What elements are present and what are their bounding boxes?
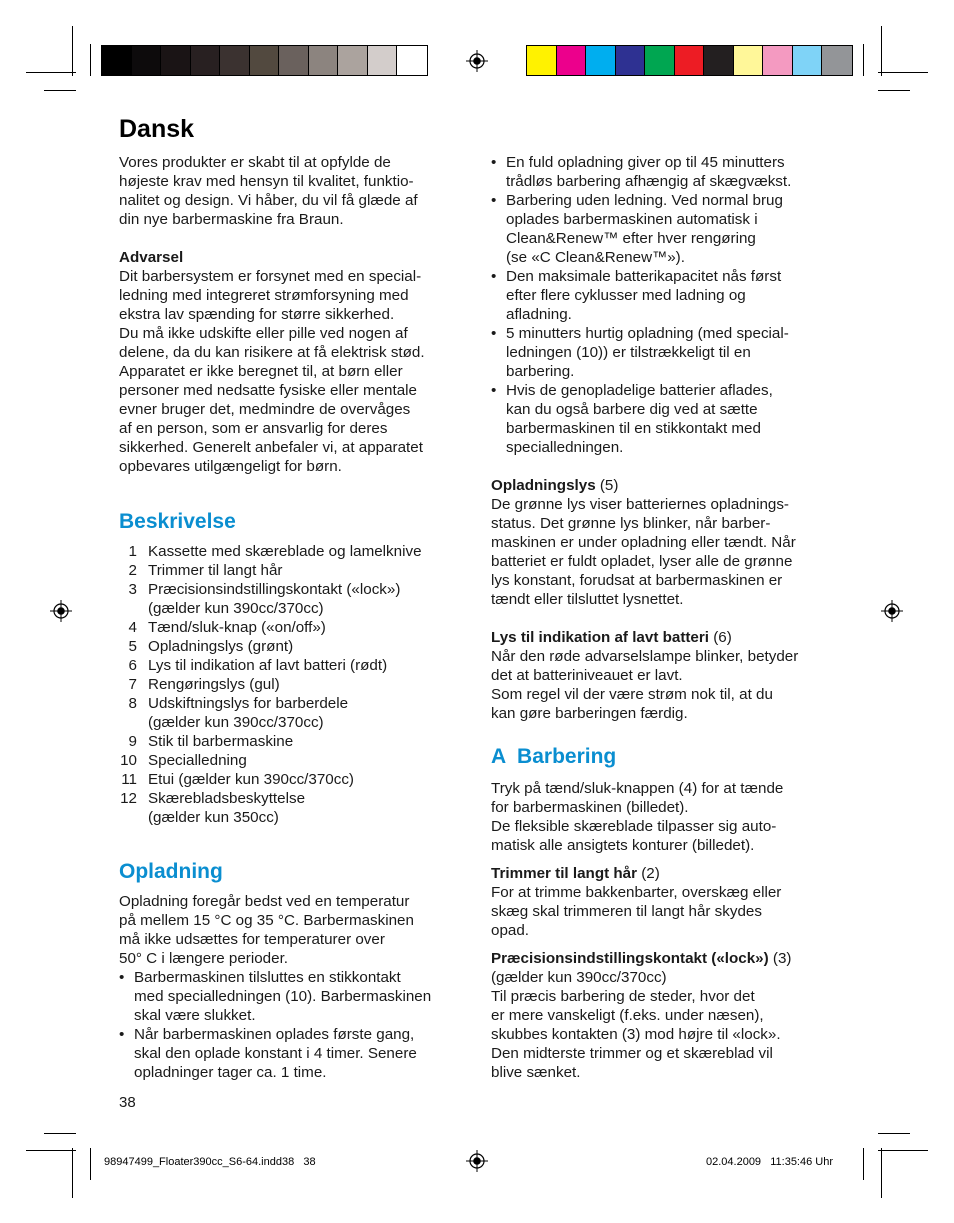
text-line: Opladning foregår bedst ved en temperatur xyxy=(119,893,410,910)
text-line: ledning med integreret strømforsyning med xyxy=(119,287,409,304)
color-swatch xyxy=(102,46,132,75)
warning-paragraph xyxy=(119,267,469,476)
crop-mark xyxy=(90,44,91,76)
item-number: 8 xyxy=(128,695,137,712)
bullet-line: barbering. xyxy=(506,363,575,380)
crop-mark xyxy=(863,1148,864,1180)
color-swatch xyxy=(645,46,675,75)
text-line: Du må ikke udskifte eller pille ved nogen af xyxy=(119,325,408,342)
item-number: 4 xyxy=(128,619,137,636)
color-swatch xyxy=(734,46,764,75)
text-line: tændt eller tilsluttet lysnettet. xyxy=(491,591,684,608)
bullet-line: • En fuld opladning giver op til 45 minutters xyxy=(506,154,785,171)
item-text-line: Præcisionsindstillingskontakt («lock») xyxy=(148,581,401,598)
color-swatch xyxy=(250,46,280,75)
crop-mark xyxy=(878,1133,910,1134)
color-swatch xyxy=(557,46,587,75)
item-text-line: Lys til indikation af lavt batteri (rødt) xyxy=(148,657,388,674)
item-text-line: (gælder kun 390cc/370cc) xyxy=(148,714,324,731)
item-text-line: Skærebladsbeskyttelse xyxy=(148,790,306,807)
text-line: Dit barbersystem er forsynet med en special- xyxy=(119,268,422,285)
low-battery-heading-line xyxy=(491,628,841,647)
low-battery-heading: Lys til indikation af lavt batteri xyxy=(491,629,710,646)
text-line: blive sænket. xyxy=(491,1064,581,1081)
color-swatch xyxy=(161,46,191,75)
text-line: status. Det grønne lys blinker, når barber- xyxy=(491,515,771,532)
description-item xyxy=(119,675,469,694)
description-item xyxy=(119,542,469,561)
text-line: 50° C i længere perioder. xyxy=(119,950,289,967)
footer-date: 02.04.2009 11:35:46 Uhr xyxy=(706,1156,834,1168)
color-swatch xyxy=(309,46,339,75)
trimmer-heading: Trimmer til langt hår xyxy=(491,865,638,882)
text-line: Til præcis barbering de steder, hvor det xyxy=(491,988,755,1005)
item-number: 2 xyxy=(128,562,137,579)
color-swatch xyxy=(675,46,705,75)
description-item xyxy=(119,770,469,789)
text-line: højeste krav med hensyn til kvalitet, funktio- xyxy=(119,173,414,190)
text-line: Når den røde advarselslampe blinker, betyder xyxy=(491,648,799,665)
bullet-line: med specialledningen (10). Barbermaskinen xyxy=(134,988,432,1005)
item-number: 7 xyxy=(128,676,137,693)
bullet-line: skal den oplade konstant i 4 timer. Senere xyxy=(134,1045,417,1062)
right-column xyxy=(491,153,841,1082)
low-battery-ref: (6) xyxy=(709,629,732,646)
item-text xyxy=(148,694,469,732)
registration-mark-icon xyxy=(466,1150,488,1172)
text-line: For at trimme bakkenbarter, overskæg eller xyxy=(491,884,782,901)
description-heading: Beskrivelse xyxy=(119,510,236,533)
text-line: må ikke udsættes for temperaturer over xyxy=(119,931,385,948)
bullet-line: ledningen (10)) er tilstrækkeligt til en xyxy=(506,344,751,361)
description-item xyxy=(119,694,469,732)
text-line: De fleksible skæreblade tilpasser sig auto- xyxy=(491,818,777,835)
bullet-item xyxy=(119,968,469,1025)
text-line: kan gøre barberingen færdig. xyxy=(491,705,688,722)
precision-paragraph xyxy=(491,968,841,1082)
description-item xyxy=(119,656,469,675)
text-line: Apparatet er ikke beregnet til, at børn eller xyxy=(119,363,403,380)
bullet-item xyxy=(119,1025,469,1082)
text-line: opbevares utilgængeligt for børn. xyxy=(119,458,342,475)
item-number: 11 xyxy=(121,771,137,788)
description-item xyxy=(119,561,469,580)
text-line: Vores produkter er skabt til at opfylde de xyxy=(119,154,391,171)
item-number: 9 xyxy=(128,733,137,750)
bullet-item xyxy=(491,153,841,191)
bullet-line: skal være slukket. xyxy=(134,1007,256,1024)
bullet-line: • Barbermaskinen tilsluttes en stikkontakt xyxy=(134,969,401,986)
text-line: er mere vanskeligt (f.eks. under næsen), xyxy=(491,1007,764,1024)
text-line: delene, da du kan risikere at få elektrisk stød. xyxy=(119,344,425,361)
text-line: batteriet er fuldt opladet, lyser alle de grønne xyxy=(491,553,793,570)
registration-mark-icon xyxy=(50,600,72,622)
charging-heading: Opladning xyxy=(119,860,223,883)
bullet-line: afladning. xyxy=(506,306,572,323)
bullet-line: efter flere cyklusser med ladning og xyxy=(506,287,746,304)
bullet-line: • 5 minutters hurtig opladning (med special- xyxy=(506,325,789,342)
item-text-line: (gælder kun 350cc) xyxy=(148,809,279,826)
crop-mark xyxy=(26,72,76,73)
text-line: Tryk på tænd/sluk-knappen (4) for at tænde xyxy=(491,780,784,797)
text-line: (gælder kun 390cc/370cc) xyxy=(491,969,667,986)
crop-mark xyxy=(863,44,864,76)
text-line: nalitet og design. Vi håber, du vil få glæde af xyxy=(119,192,418,209)
item-number: 1 xyxy=(128,543,137,560)
footer-file-info: 98947499_Floater390cc_S6-64.indd38 38 xyxy=(104,1156,316,1168)
item-text xyxy=(148,656,469,675)
bullet-item xyxy=(491,191,841,267)
color-swatch xyxy=(397,46,427,75)
item-text-line: Tænd/sluk-knap («on/off») xyxy=(148,619,326,636)
trimmer-ref: (2) xyxy=(637,865,660,882)
item-text-line: Rengøringslys (gul) xyxy=(148,676,280,693)
color-calibration-bar xyxy=(526,45,853,76)
left-column xyxy=(119,114,469,1082)
bullet-line: barbermaskinen til en stikkontakt med xyxy=(506,420,761,437)
description-item xyxy=(119,618,469,637)
text-line: De grønne lys viser batteriernes opladnings- xyxy=(491,496,789,513)
color-swatch xyxy=(220,46,250,75)
charge-light-heading-line xyxy=(491,476,841,495)
charge-light-heading: Opladningslys xyxy=(491,477,596,494)
item-text-line: Udskiftningslys for barberdele xyxy=(148,695,349,712)
color-swatch xyxy=(368,46,398,75)
color-swatch xyxy=(338,46,368,75)
item-number: 5 xyxy=(128,638,137,655)
crop-mark xyxy=(72,1148,73,1198)
bullet-line: Clean&Renew™ efter hver rengøring xyxy=(506,230,756,247)
color-swatch xyxy=(527,46,557,75)
registration-mark-icon xyxy=(466,50,488,72)
color-swatch xyxy=(763,46,793,75)
shaving-heading: A Barbering xyxy=(491,745,617,768)
item-number: 3 xyxy=(128,581,137,598)
color-swatch xyxy=(132,46,162,75)
item-text-line: Stik til barbermaskine xyxy=(148,733,294,750)
text-line: skæg skal trimmeren til langt hår skydes xyxy=(491,903,762,920)
description-item xyxy=(119,637,469,656)
crop-mark xyxy=(44,1133,76,1134)
text-line: evner bruger det, medmindre de overvåges xyxy=(119,401,411,418)
text-line: maskinen er under opladning eller tændt. Når xyxy=(491,534,796,551)
bullet-line: kan du også barbere dig ved at sætte xyxy=(506,401,758,418)
color-swatch xyxy=(616,46,646,75)
bullet-line: • Barbering uden ledning. Ved normal brug xyxy=(506,192,783,209)
shaving-paragraph xyxy=(491,779,841,855)
item-text-line: Specialledning xyxy=(148,752,247,769)
charging-bullets xyxy=(119,968,469,1082)
battery-bullets xyxy=(491,153,841,457)
bullet-line: • Den maksimale batterikapacitet nås først xyxy=(506,268,782,285)
bullet-line: opladninger tager ca. 1 time. xyxy=(134,1064,327,1081)
low-battery-paragraph xyxy=(491,647,841,723)
crop-mark xyxy=(878,90,910,91)
charge-light-paragraph xyxy=(491,495,841,609)
item-number: 6 xyxy=(128,657,137,674)
bullet-item xyxy=(491,324,841,381)
trimmer-heading-line xyxy=(491,864,841,883)
text-line: på mellem 15 °C og 35 °C. Barbermaskinen xyxy=(119,912,414,929)
item-text xyxy=(148,789,469,827)
color-swatch xyxy=(822,46,852,75)
color-swatch xyxy=(191,46,221,75)
description-item xyxy=(119,789,469,827)
intro-paragraph xyxy=(119,153,469,229)
item-text xyxy=(148,770,469,789)
bullet-line: (se «C Clean&Renew™»). xyxy=(506,249,685,266)
text-line: din nye barbermaskine fra Braun. xyxy=(119,211,344,228)
crop-mark xyxy=(90,1148,91,1180)
description-item xyxy=(119,580,469,618)
gray-calibration-bar xyxy=(101,45,428,76)
charging-paragraph xyxy=(119,892,469,968)
item-text-line: (gælder kun 390cc/370cc) xyxy=(148,600,324,617)
crop-mark xyxy=(878,1150,928,1151)
registration-mark-icon xyxy=(881,600,903,622)
bullet-line: oplades barbermaskinen automatisk i xyxy=(506,211,758,228)
bullet-line: trådløs barbering afhængig af skægvækst. xyxy=(506,173,792,190)
text-line: for barbermaskinen (billedet). xyxy=(491,799,689,816)
text-line: ekstra lav spænding for større sikkerhed. xyxy=(119,306,395,323)
description-item xyxy=(119,732,469,751)
warning-heading: Advarsel xyxy=(119,249,184,266)
item-text xyxy=(148,675,469,694)
color-swatch xyxy=(279,46,309,75)
item-text xyxy=(148,732,469,751)
item-text-line: Etui (gælder kun 390cc/370cc) xyxy=(148,771,354,788)
bullet-line: • Når barbermaskinen oplades første gang, xyxy=(134,1026,415,1043)
item-text xyxy=(148,618,469,637)
trimmer-paragraph xyxy=(491,883,841,940)
text-line: matisk alle ansigtets konturer (billedet). xyxy=(491,837,755,854)
item-text xyxy=(148,561,469,580)
item-text xyxy=(148,751,469,770)
item-text-line: Trimmer til langt hår xyxy=(148,562,283,579)
description-item xyxy=(119,751,469,770)
crop-mark xyxy=(44,90,76,91)
precision-heading: Præcisionsindstillingskontakt («lock») xyxy=(491,950,769,967)
bullet-line: specialledningen. xyxy=(506,439,624,456)
charge-light-ref: (5) xyxy=(595,477,619,494)
text-line: personer med nedsatte fysiske eller mentale xyxy=(119,382,417,399)
item-text-line: Kassette med skæreblade og lamelknive xyxy=(148,543,422,560)
crop-mark xyxy=(72,26,73,76)
text-line: lys konstant, forudsat at barbermaskinen er xyxy=(491,572,783,589)
color-swatch xyxy=(586,46,616,75)
precision-heading-line xyxy=(491,949,841,968)
text-line: skubbes kontakten (3) mod højre til «lock». xyxy=(491,1026,781,1043)
precision-ref: (3) xyxy=(768,950,792,967)
bullet-line: • Hvis de genopladelige batterier aflades, xyxy=(506,382,773,399)
item-text xyxy=(148,637,469,656)
page-number: 38 xyxy=(119,1094,136,1111)
text-line: sikkerhed. Generelt anbefaler vi, at apparatet xyxy=(119,439,423,456)
item-number: 12 xyxy=(120,790,137,807)
item-text-line: Opladningslys (grønt) xyxy=(148,638,294,655)
crop-mark xyxy=(881,1148,882,1198)
crop-mark xyxy=(878,72,928,73)
description-list xyxy=(119,542,469,827)
bullet-item xyxy=(491,381,841,457)
text-line: Den midterste trimmer og et skæreblad vil xyxy=(491,1045,773,1062)
item-text xyxy=(148,542,469,561)
page-title: Dansk xyxy=(119,115,195,143)
text-line: det at batteriniveauet er lavt. xyxy=(491,667,683,684)
item-text xyxy=(148,580,469,618)
text-line: opad. xyxy=(491,922,530,939)
crop-mark xyxy=(26,1150,76,1151)
text-line: af en person, som er ansvarlig for deres xyxy=(119,420,388,437)
crop-mark xyxy=(881,26,882,76)
color-swatch xyxy=(704,46,734,75)
text-line: Som regel vil der være strøm nok til, at du xyxy=(491,686,773,703)
item-number: 10 xyxy=(120,752,137,769)
color-swatch xyxy=(793,46,823,75)
bullet-item xyxy=(491,267,841,324)
